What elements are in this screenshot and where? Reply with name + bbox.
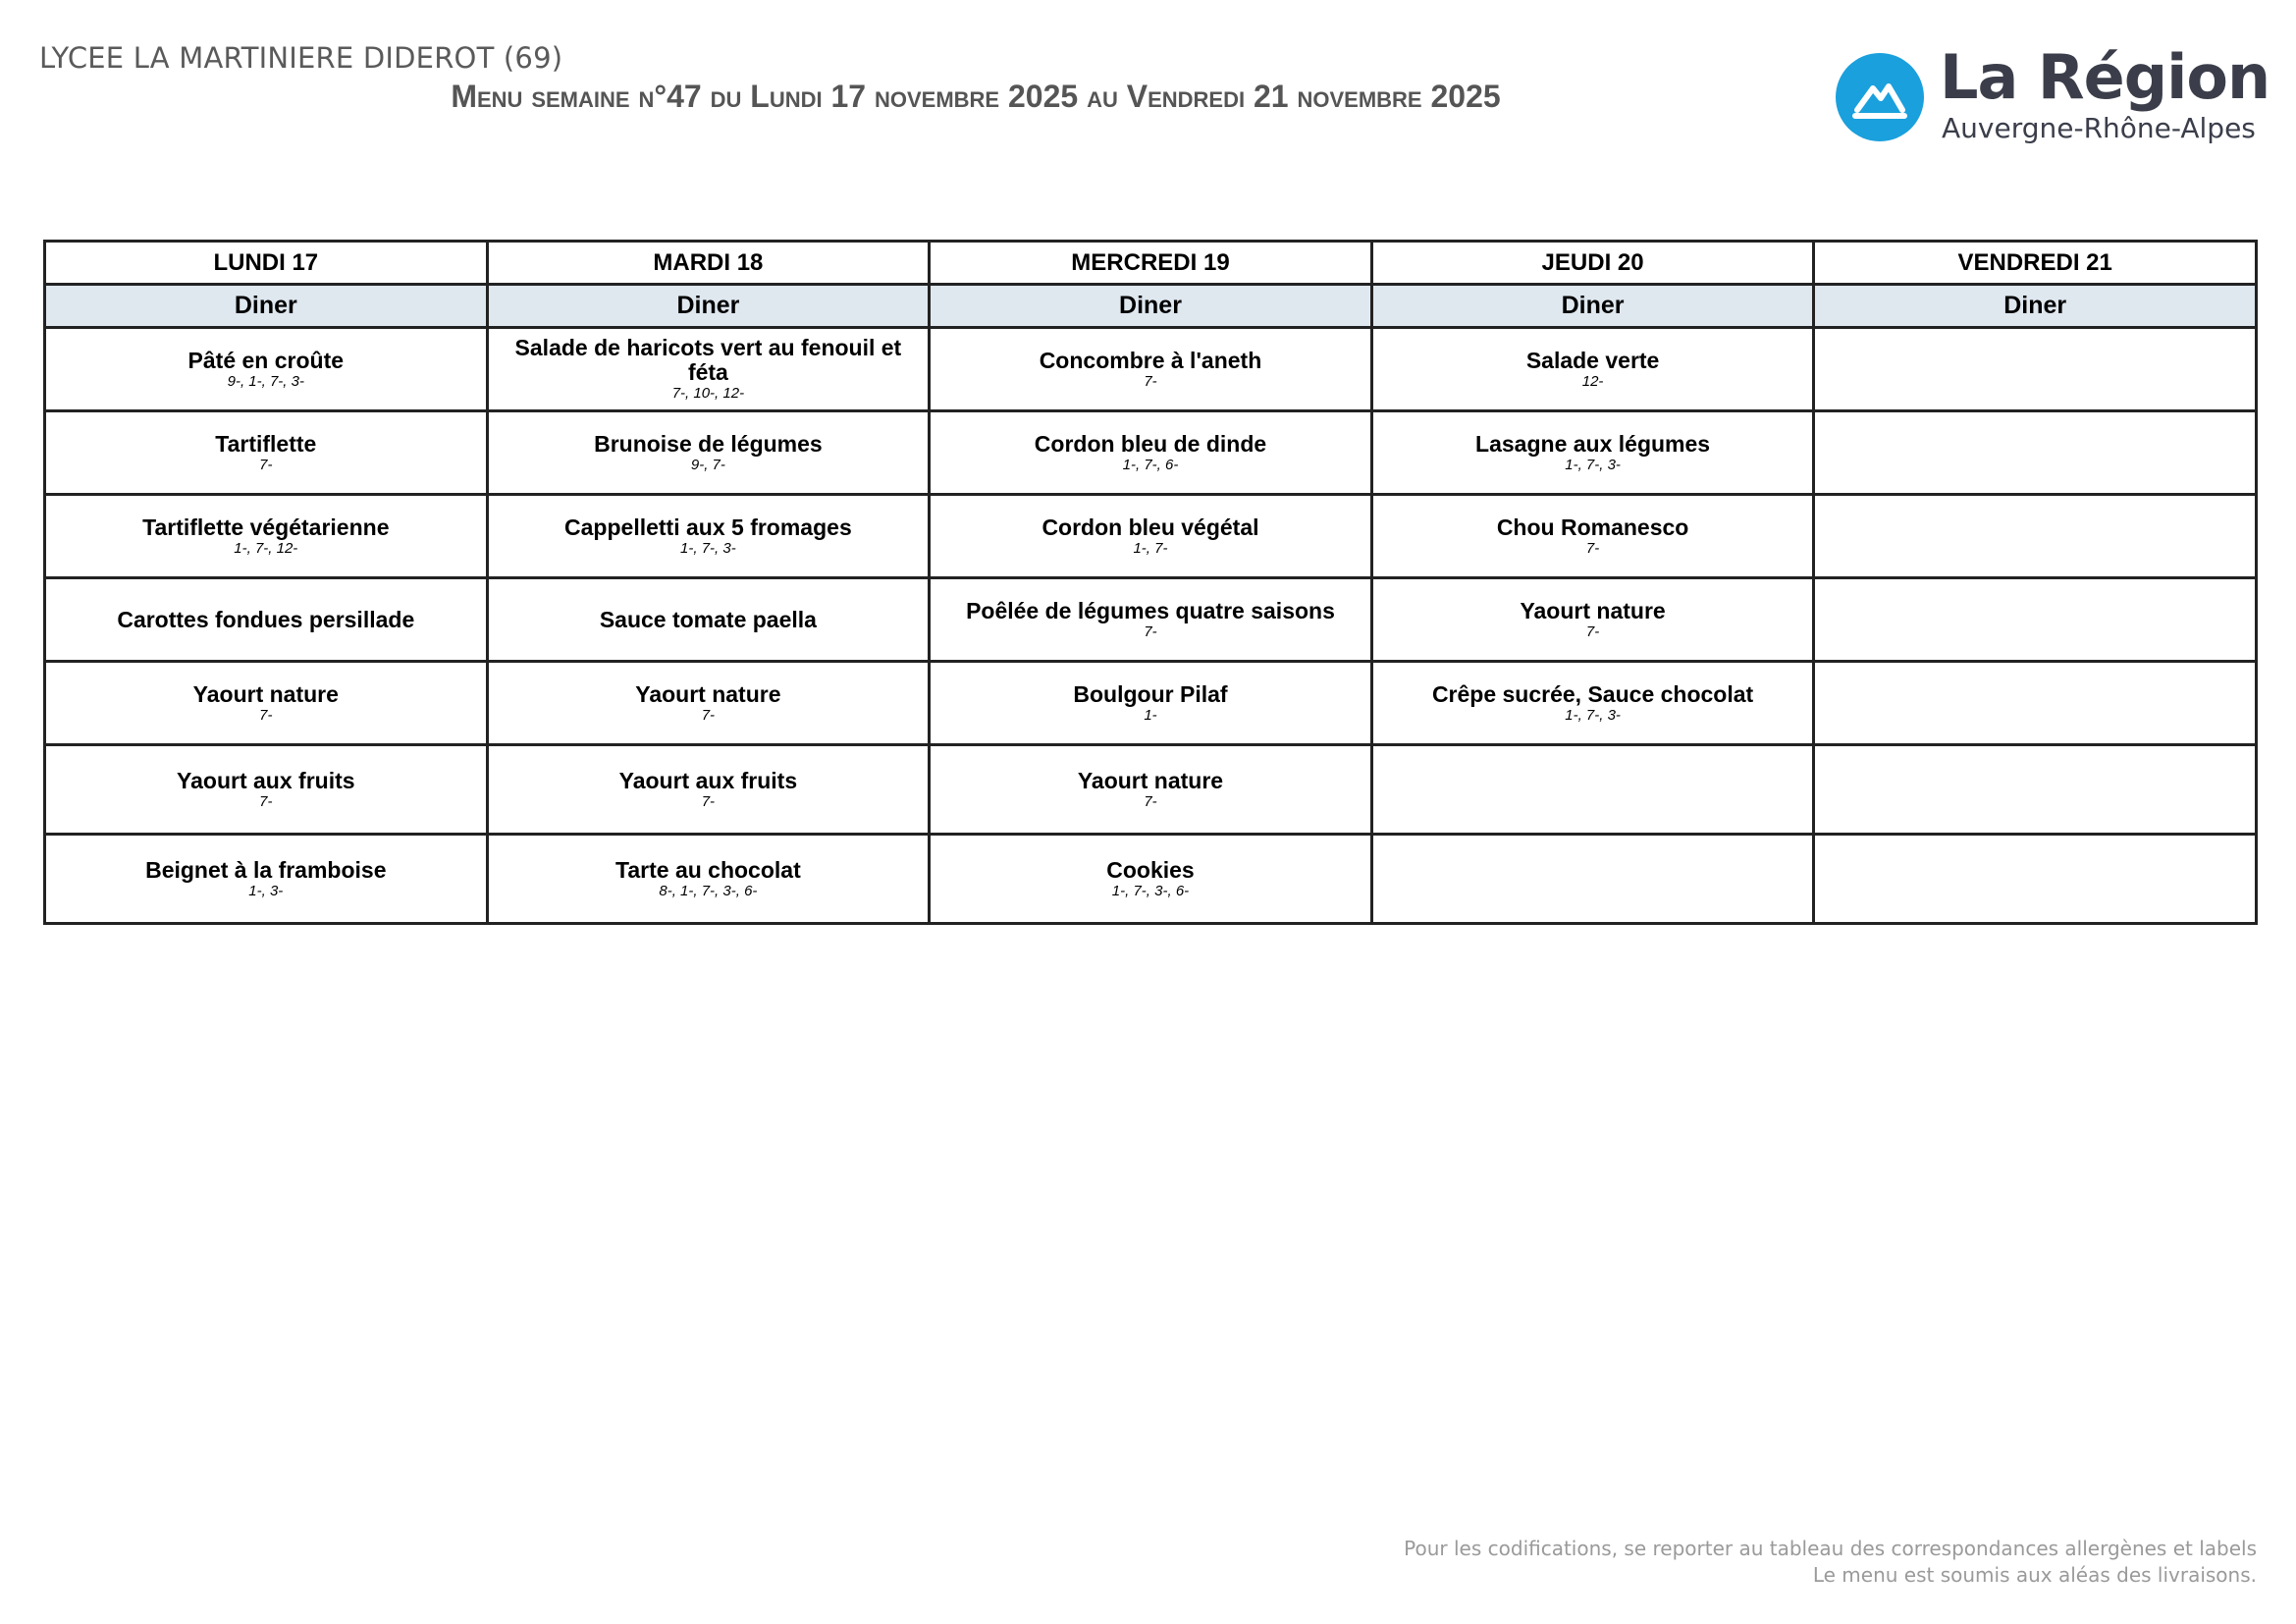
menu-cell-friday xyxy=(1814,745,2257,835)
dish-name: Cordon bleu de dinde xyxy=(1034,430,1267,457)
dish-name: Salade de haricots vert au fenouil et féta xyxy=(514,335,902,385)
menu-cell-friday xyxy=(1814,578,2257,662)
allergen-codes: 7- xyxy=(701,706,716,724)
dish-name: Pâté en croûte xyxy=(187,347,345,373)
menu-cell-friday xyxy=(1814,328,2257,411)
menu-row xyxy=(45,662,2257,745)
day-header-thursday: JEUDI 20 xyxy=(1371,242,1814,285)
allergen-codes: 1-, 7-, 3- xyxy=(680,539,736,557)
menu-cell-monday xyxy=(45,745,488,835)
dish-name: Crêpe sucrée, Sauce chocolat xyxy=(1431,680,1754,707)
allergen-codes: 7- xyxy=(1144,372,1157,390)
dish-name: Brunoise de légumes xyxy=(594,430,823,457)
day-header-row xyxy=(45,242,2257,285)
allergen-codes: 1-, 7-, 3- xyxy=(1565,456,1621,473)
allergen-codes: 1-, 7-, 3-, 6- xyxy=(1111,882,1190,899)
school-name: LYCEE LA MARTINIERE DIDEROT (69) xyxy=(39,41,563,75)
menu-cell-thursday xyxy=(1371,328,1814,411)
dish-name: Cordon bleu végétal xyxy=(1041,514,1259,540)
menu-cell-wednesday xyxy=(930,578,1372,662)
menu-cell-monday xyxy=(45,578,488,662)
menu-cell-tuesday xyxy=(487,835,930,924)
dish-name: Tartiflette végétarienne xyxy=(142,514,390,540)
allergen-codes: 7-, 10-, 12- xyxy=(671,385,745,402)
footer-line-deliveries: Le menu est soumis aux aléas des livraisons. xyxy=(1812,1563,2257,1587)
allergen-codes: 1-, 7-, 6- xyxy=(1122,456,1179,473)
dish-name: Boulgour Pilaf xyxy=(1073,680,1228,707)
meal-header-friday: Diner xyxy=(1814,285,2257,328)
menu-cell-tuesday xyxy=(487,495,930,578)
dish-name: Tarte au chocolat xyxy=(615,856,801,883)
footer-line-allergens: Pour les codifications, se reporter au tableau des correspondances allergènes et labels xyxy=(1404,1537,2257,1560)
menu-cell-thursday xyxy=(1371,835,1814,924)
allergen-codes: 7- xyxy=(259,792,273,810)
allergen-codes: 7- xyxy=(1585,539,1600,557)
menu-cell-tuesday xyxy=(487,411,930,495)
day-header-tuesday: MARDI 18 xyxy=(487,242,930,285)
menu-cell-thursday xyxy=(1371,745,1814,835)
dish-name: Carottes fondues persillade xyxy=(117,606,415,632)
dish-name: Beignet à la framboise xyxy=(145,856,387,883)
allergen-codes: 1-, 3- xyxy=(248,882,284,899)
menu-cell-friday xyxy=(1814,662,2257,745)
dish-name: Cappelletti aux 5 fromages xyxy=(564,514,852,540)
allergen-codes: 7- xyxy=(259,706,273,724)
menu-cell-monday xyxy=(45,835,488,924)
allergen-codes: 7- xyxy=(259,456,273,473)
allergen-codes: 7- xyxy=(1144,623,1157,640)
menu-cell-monday xyxy=(45,495,488,578)
allergen-codes: 9-, 7- xyxy=(690,456,725,473)
dish-name: Lasagne aux légumes xyxy=(1475,430,1711,457)
dish-name: Yaourt nature xyxy=(192,680,339,707)
menu-cell-monday xyxy=(45,411,488,495)
dish-name: Tartiflette xyxy=(215,430,317,457)
allergen-codes: 12- xyxy=(1581,372,1604,390)
footer-note xyxy=(1404,1536,2257,1589)
menu-cell-wednesday xyxy=(930,745,1372,835)
allergen-codes: 1- xyxy=(1144,706,1157,724)
allergen-codes: 7- xyxy=(1585,623,1600,640)
day-header-friday: VENDREDI 21 xyxy=(1814,242,2257,285)
dish-name: Poêlée de légumes quatre saisons xyxy=(966,597,1335,623)
dish-name: Yaourt aux fruits xyxy=(177,767,355,793)
menu-row xyxy=(45,835,2257,924)
menu-row xyxy=(45,745,2257,835)
page-title: Menu semaine n°47 du Lundi 17 novembre 2025 au Vendredi 21 novembre 2025 xyxy=(451,79,1501,114)
logo-subtitle: Auvergne-Rhône-Alpes xyxy=(1942,112,2256,144)
menu-cell-thursday xyxy=(1371,662,1814,745)
allergen-codes: 8-, 1-, 7-, 3-, 6- xyxy=(659,882,758,899)
menu-cell-wednesday xyxy=(930,835,1372,924)
menu-cell-tuesday xyxy=(487,328,930,411)
menu-row xyxy=(45,411,2257,495)
menu-cell-tuesday xyxy=(487,662,930,745)
dish-name: Concombre à l'aneth xyxy=(1039,347,1262,373)
mountain-logo-icon xyxy=(1836,53,1924,141)
menu-cell-monday xyxy=(45,662,488,745)
dish-name: Cookies xyxy=(1106,856,1195,883)
menu-cell-thursday xyxy=(1371,578,1814,662)
day-header-wednesday: MERCREDI 19 xyxy=(930,242,1372,285)
allergen-codes: 1-, 7-, 3- xyxy=(1565,706,1621,724)
day-header-monday: LUNDI 17 xyxy=(45,242,488,285)
menu-cell-wednesday xyxy=(930,411,1372,495)
dish-name: Sauce tomate paella xyxy=(599,606,817,632)
dish-name: Yaourt nature xyxy=(635,680,781,707)
allergen-codes: 1-, 7- xyxy=(1133,539,1168,557)
dish-name: Chou Romanesco xyxy=(1496,514,1689,540)
dish-name: Yaourt nature xyxy=(1077,767,1224,793)
allergen-codes: 7- xyxy=(701,792,716,810)
menu-cell-wednesday xyxy=(930,495,1372,578)
menu-row xyxy=(45,578,2257,662)
allergen-codes: 1-, 7-, 12- xyxy=(234,539,298,557)
logo-name: La Région xyxy=(1940,41,2270,113)
meal-header-monday: Diner xyxy=(45,285,488,328)
region-logo xyxy=(1836,41,2270,155)
menu-cell-friday xyxy=(1814,411,2257,495)
menu-cell-thursday xyxy=(1371,495,1814,578)
dish-name: Salade verte xyxy=(1525,347,1660,373)
menu-cell-friday xyxy=(1814,835,2257,924)
meal-header-wednesday: Diner xyxy=(930,285,1372,328)
menu-cell-friday xyxy=(1814,495,2257,578)
dish-name: Yaourt nature xyxy=(1520,597,1666,623)
allergen-codes: 9-, 1-, 7-, 3- xyxy=(227,372,304,390)
meal-header-row xyxy=(45,285,2257,328)
dish-name: Yaourt aux fruits xyxy=(618,767,798,793)
menu-row xyxy=(45,495,2257,578)
menu-table xyxy=(43,240,2258,925)
meal-header-thursday: Diner xyxy=(1371,285,1814,328)
menu-cell-monday xyxy=(45,328,488,411)
menu-cell-wednesday xyxy=(930,328,1372,411)
menu-row xyxy=(45,328,2257,411)
allergen-codes: 7- xyxy=(1144,792,1157,810)
menu-cell-wednesday xyxy=(930,662,1372,745)
menu-cell-tuesday xyxy=(487,745,930,835)
menu-cell-tuesday xyxy=(487,578,930,662)
menu-cell-thursday xyxy=(1371,411,1814,495)
meal-header-tuesday: Diner xyxy=(487,285,930,328)
